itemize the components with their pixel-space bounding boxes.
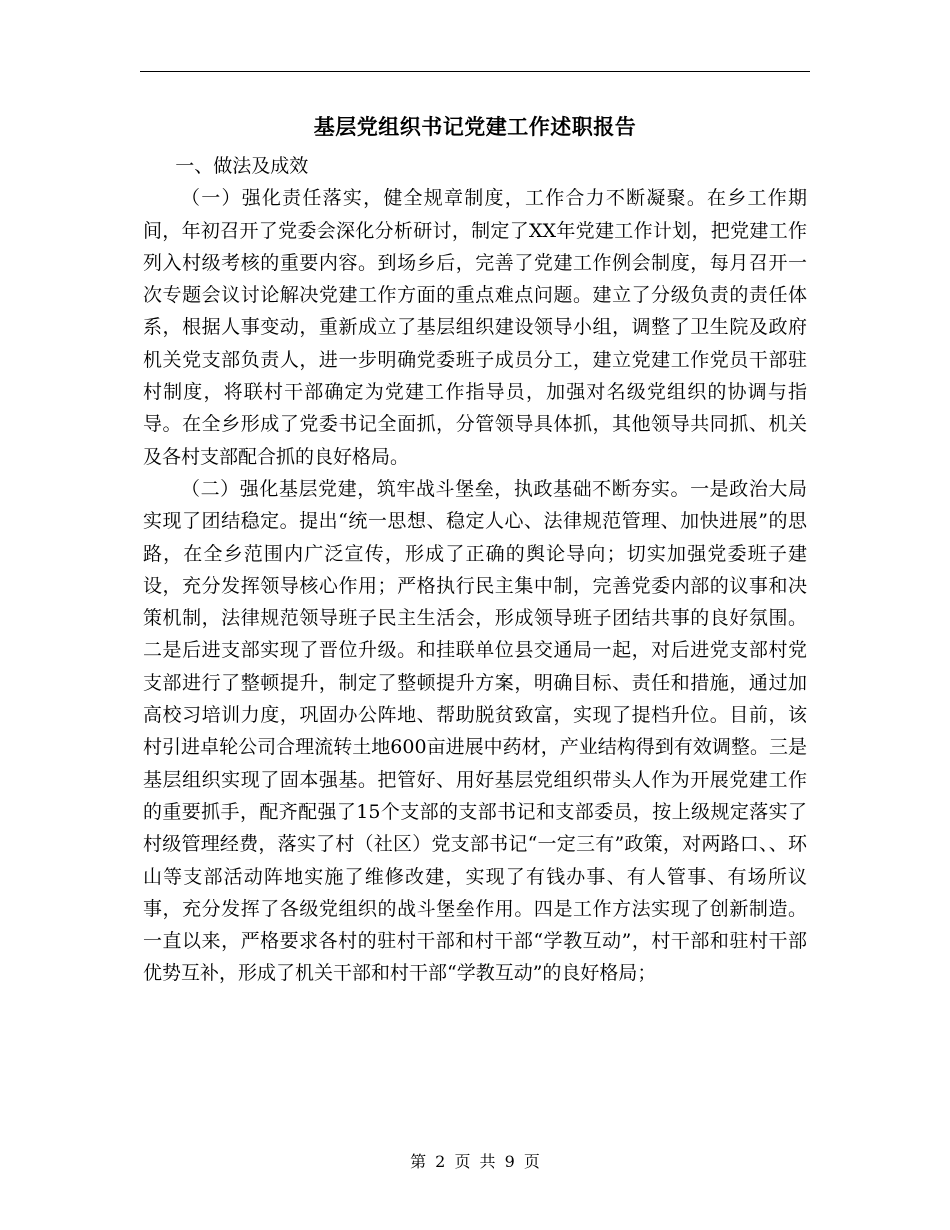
body-paragraph-1: （一）强化责任落实，健全规章制度，工作合力不断凝聚。在乡工作期间，年初召开了党委会深化分析研讨，制定了XX年党建工作计划，把党建工作列入村级考核的重要内容。到场乡后，完善了党建工作例会制度，每月召开一次专题会议讨论解决党建工作方面的重点难点问题。建立了分级负责的责任体系，根据人事变动，重新成立了基层组织建设领导小组，调整了卫生院及政府机关党支部负责人，进一步明确党委班子成员分工，建立党建工作党员干部驻村制度，将联村干部确定为党建工作指导员，加强对名级党组织的协调与指导。在全乡形成了党委书记全面抓，分管领导具体抓，其他领导共同抓、机关及各村支部配合抓的良好格局。: [143, 187, 807, 468]
body-paragraph-2: （二）强化基层党建，筑牢战斗堡垒，执政基础不断夯实。一是政治大局实现了团结稳定。提出“统一思想、稳定人心、法律规范管理、加快进展”的思路，在全乡范围内广泛宣传，形成了正确的舆论导向；切实加强党委班子建设，充分发挥领导核心作用；严格执行民主集中制，完善党委内部的议事和决策机制，法律规范领导班子民主生活会，形成领导班子团结共事的良好氛围。二是后进支部实现了晋位升级。和挂联单位县交通局一起，对后进党支部村党支部进行了整顿提升，制定了整顿提升方案，明确目标、责任和措施，通过加高校习培训力度，巩固办公阵地、帮助脱贫致富，实现了提档升位。目前，该村引进卓轮公司合理流转土地600亩进展中药材，产业结构得到有效调整。三是基层组织实现了固本强基。把管好、用好基层党组织带头人作为开展党建工作的重要抓手，配齐配强了15个支部的支部书记和支部委员，按上级规定落实了村级管理经费，落实了村（社区）党支部书记“一定三有”政策，对两路口、、环山等支部活动阵地实施了维修改建，实现了有钱办事、有人管事、有场所议事，充分发挥了各级党组织的战斗堡垒作用。四是工作方法实现了创新制造。一直以来，严格要求各村的驻村干部和村干部“学教互动”，村干部和驻村干部优势互补，形成了机关干部和村干部“学教互动”的良好格局；: [143, 477, 807, 985]
page-number: 第 2 页 共 9 页: [410, 1152, 540, 1171]
document-body: [143, 150, 807, 990]
header-rule: [140, 71, 810, 72]
section-heading: 一、做法及成效: [175, 155, 309, 177]
document-title: 基层党组织书记党建工作述职报告: [313, 114, 637, 139]
